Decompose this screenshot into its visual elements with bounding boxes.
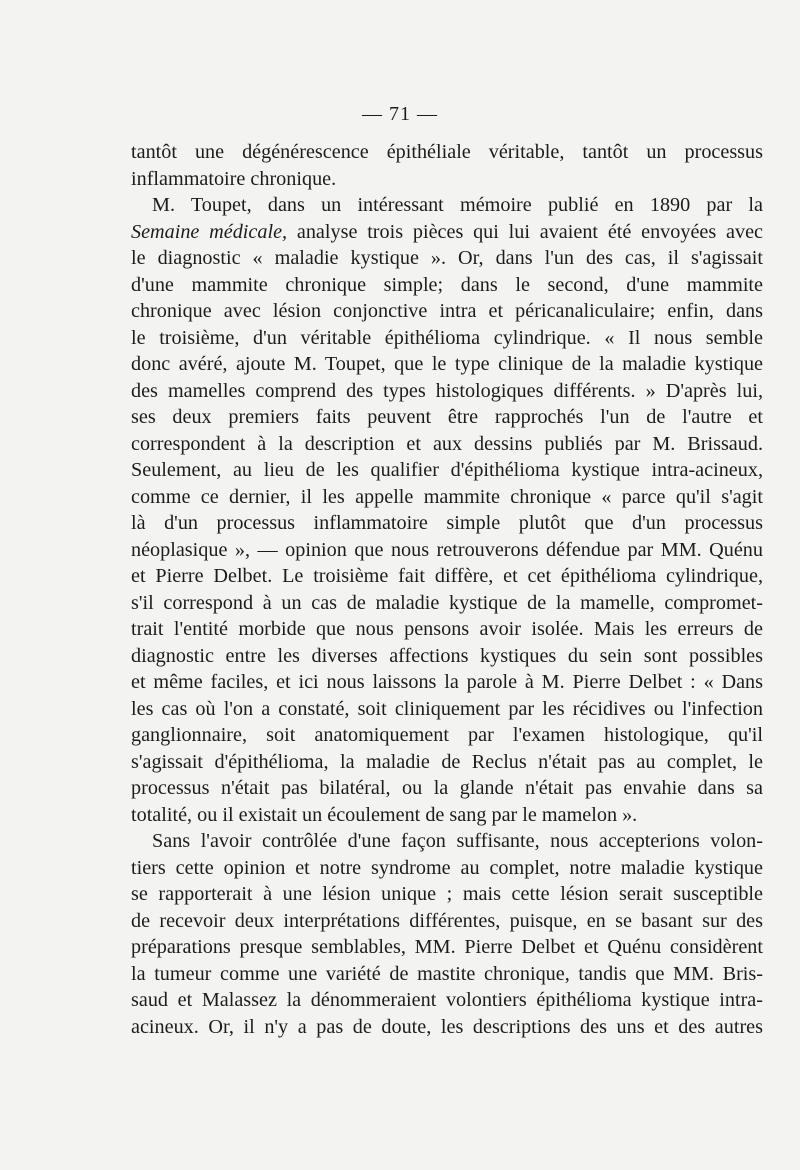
text-line: se rapporterait à une lésion unique ; mais cette lésion serait susceptible — [131, 883, 763, 905]
text-line: de recevoir deux interprétations différentes, puisque, en se basant sur des — [131, 909, 763, 932]
text-line: Sans l'avoir contrôlée d'une façon suffisante, nous accepterions volon- — [152, 830, 763, 852]
text-line: ganglionnaire, soit anatomiquement par l'examen histologique, qu'il — [131, 724, 763, 746]
text-line: et Pierre Delbet. Le troisième fait diffère, et cet épithélioma cylindrique, — [131, 565, 763, 587]
text-line: tiers cette opinion et notre syndrome au complet, notre maladie kystique — [131, 856, 763, 879]
text-line: s'agissait d'épithélioma, la maladie de Reclus n'était pas au complet, le — [131, 750, 763, 773]
text-line: les cas où l'on a constaté, soit cliniquement par les récidives ou l'infection — [131, 697, 763, 720]
text-line: donc avéré, ajoute M. Toupet, que le type clinique de la maladie kystique — [131, 353, 763, 375]
italic-text: Semaine médicale, — [131, 220, 288, 243]
text-line: là d'un processus inflammatoire simple plutôt que d'un processus — [131, 512, 763, 534]
text-line: le diagnostic « maladie kystique ». Or, dans l'un des cas, il s'agissait — [131, 247, 763, 269]
text-line: diagnostic entre les diverses affections kystiques du sein sont possibles — [131, 644, 763, 667]
text-line: le troisième, d'un véritable épithélioma cylindrique. « Il nous semble — [131, 326, 763, 349]
line-text: analyse trois pièces qui lui avaient été envoyées avec — [287, 220, 763, 243]
text-line: tantôt une dégénérescence épithéliale véritable, tantôt un processus — [131, 141, 763, 163]
text-line: correspondent à la description et aux dessins publiés par M. Brissaud. — [131, 432, 763, 455]
text-line — [131, 219, 763, 246]
text-line: préparations presque semblables, MM. Pierre Delbet et Quénu considèrent — [131, 936, 763, 958]
text-line: la tumeur comme une variété de mastite chronique, tandis que MM. Bris- — [131, 962, 763, 985]
text-line: Seulement, au lieu de les qualifier d'épithélioma kystique intra-acineux, — [131, 459, 763, 481]
text-line: trait l'entité morbide que nous pensons avoir isolée. Mais les erreurs de — [131, 618, 763, 640]
text-line: processus n'était pas bilatéral, ou la glande n'était pas envahie dans sa — [131, 777, 763, 799]
page-number: — 71 — — [362, 103, 438, 125]
text-line: saud et Malassez la dénommeraient volontiers épithélioma kystique intra- — [131, 989, 763, 1011]
text-line: néoplasique », — opinion que nous retrouverons défendue par MM. Quénu — [131, 538, 763, 561]
text-line: inflammatoire chronique. — [131, 167, 337, 190]
text-line: acineux. Or, il n'y a pas de doute, les descriptions des uns et des autres — [131, 1015, 763, 1038]
text-line: des mamelles comprend des types histologiques différents. » D'après lui, — [131, 379, 763, 402]
text-line: ses deux premiers faits peuvent être rapprochés l'un de l'autre et — [131, 406, 763, 428]
text-line: et même faciles, et ici nous laissons la parole à M. Pierre Delbet : « Dans — [131, 671, 763, 693]
text-line: s'il correspond à un cas de maladie kystique de la mamelle, compromet- — [131, 591, 763, 614]
text-line: d'une mammite chronique simple; dans le second, d'une mammite — [131, 273, 763, 296]
text-line: M. Toupet, dans un intéressant mémoire publié en 1890 par la — [152, 194, 763, 216]
body-text — [131, 139, 763, 1040]
text-line: comme ce dernier, il les appelle mammite chronique « parce qu'il s'agit — [131, 485, 763, 508]
text-line: totalité, ou il existait un écoulement de sang par le mamelon ». — [131, 803, 638, 826]
text-line: chronique avec lésion conjonctive intra et péricanaliculaire; enfin, dans — [131, 300, 763, 322]
